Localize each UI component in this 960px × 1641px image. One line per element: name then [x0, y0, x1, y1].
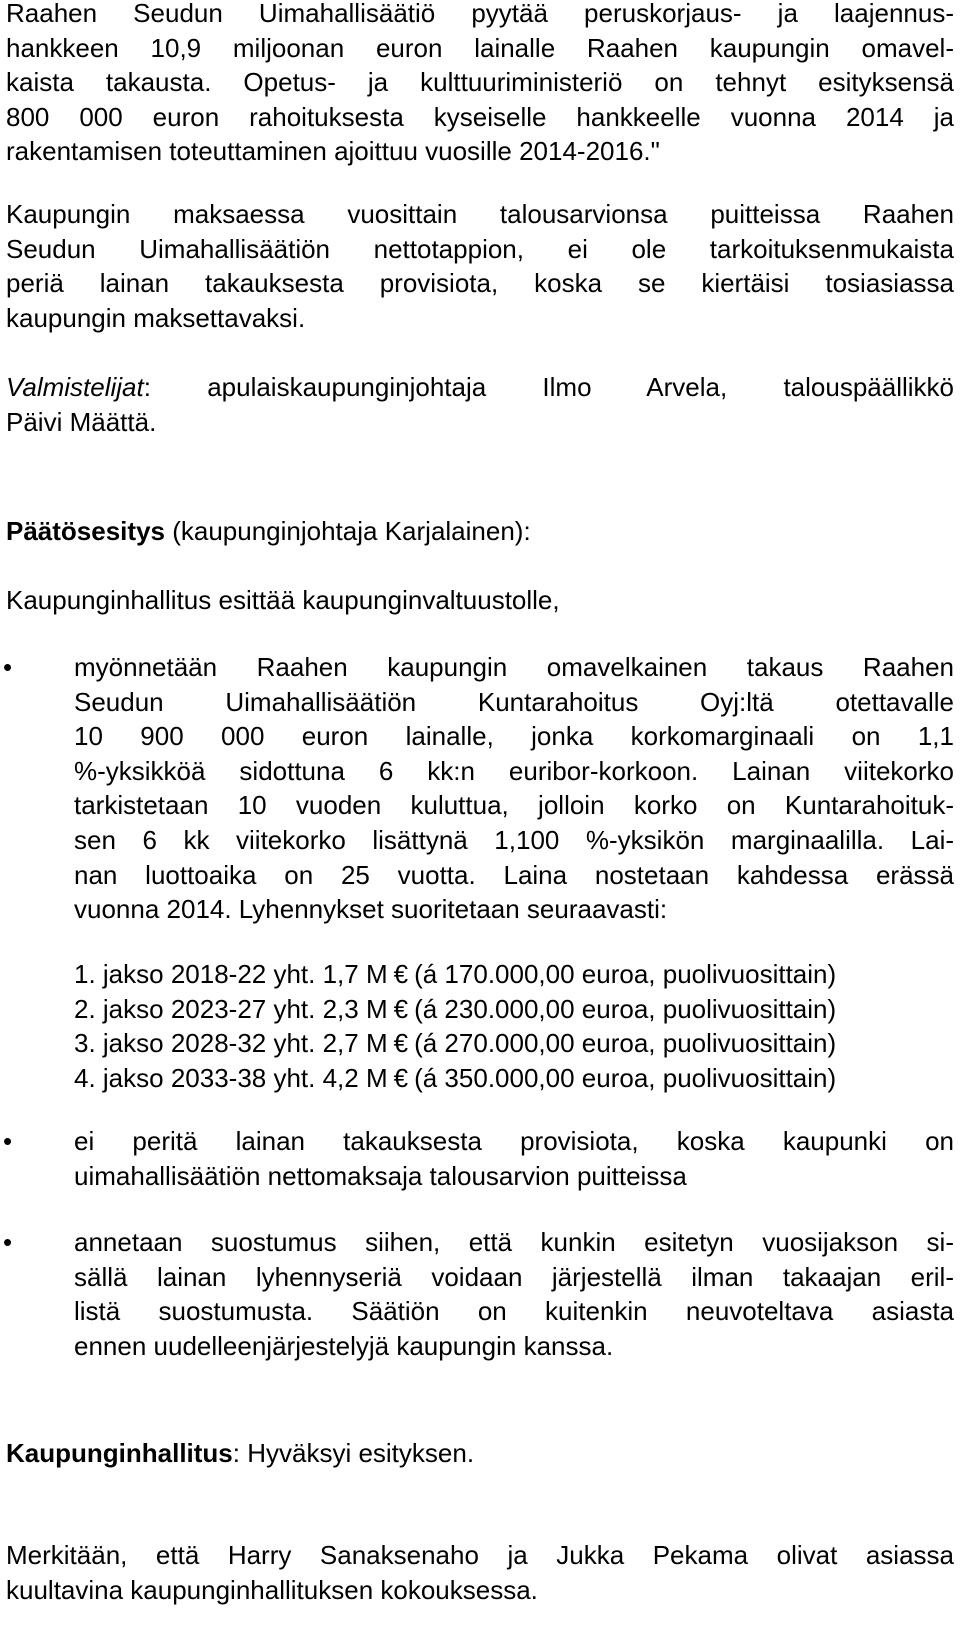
- euro-icon: €: [393, 959, 409, 989]
- finance-paragraph: [6, 197, 954, 335]
- installment-row: [74, 992, 954, 1027]
- text-line: ennen uudelleenjärjestelyjä kaupungin kanssa.: [74, 1330, 614, 1361]
- installment-detail: (á 230.000,00 euroa, puolivuosittain): [414, 993, 837, 1024]
- text-line: tarkistetaan 10 vuoden kuluttua, jolloin korko on Kuntarahoituk-: [74, 790, 954, 821]
- text-line: sen 6 kk viitekorko lisättynä 1,100 %-yksikön marginaalilla. Lai-: [74, 824, 954, 855]
- text-line: 800 000 euron rahoituksesta kyseiselle hankkeelle vuonna 2014 ja: [6, 101, 954, 132]
- installment-detail: (á 350.000,00 euroa, puolivuosittain): [414, 1062, 837, 1093]
- proposal-intro: [6, 583, 954, 618]
- proposal-label: Päätösesitys: [6, 516, 165, 546]
- text-line: 10 900 000 euron lainalle, jonka korkomarginaali on 1,1: [74, 721, 954, 752]
- preparers-label: Valmistelijat: [6, 372, 144, 402]
- installment-period: 2. jakso 2023-27 yht. 2,3 M: [74, 993, 388, 1024]
- text-line: uimahallisäätiön nettomaksaja talousarvion puitteissa: [74, 1160, 687, 1191]
- installment-detail: (á 170.000,00 euroa, puolivuosittain): [414, 959, 837, 989]
- decision-label: Kaupunginhallitus: [6, 1438, 233, 1468]
- proposal-author: (kaupunginjohtaja Karjalainen):: [164, 516, 531, 546]
- text-line: [6, 370, 954, 405]
- bullet-consent: [74, 1225, 954, 1363]
- text-line: kaupungin maksettavaksi.: [6, 302, 306, 333]
- text-line: nan luottoaika on 25 vuotta. Laina nostetaan kahdessa erässä: [74, 859, 954, 890]
- text-line: annetaan suostumus siihen, että kunkin esitetyn vuosijakson si-: [74, 1227, 954, 1257]
- text-line: Raahen Seudun Uimahallisäätiö pyytää peruskorjaus- ja laajennus-: [6, 0, 954, 28]
- text-line: Päivi Määttä.: [6, 406, 157, 437]
- text-line: myönnetään Raahen kaupungin omavelkainen takaus Raahen: [74, 652, 954, 682]
- text-line: Seudun Uimahallisäätiön nettotappion, ei ole tarkoituksenmukaista: [6, 233, 954, 264]
- bullet-icon: •: [3, 1227, 13, 1257]
- installment-row: [74, 957, 954, 992]
- decision-text: : Hyväksyi esityksen.: [232, 1438, 475, 1468]
- installments-list: [74, 957, 954, 1095]
- text-line: periä lainan takauksesta provisiota, koska se kiertäisi tosiasiassa: [6, 268, 954, 299]
- decision-paragraph: [6, 1436, 954, 1471]
- euro-icon: €: [393, 993, 409, 1024]
- text-line: Kaupungin maksaessa vuosittain talousarvionsa puitteissa Raahen: [6, 199, 954, 229]
- text-line: vuonna 2014. Lyhennykset suoritetaan seuraavasti:: [74, 894, 668, 925]
- text-line: kaista takausta. Opetus- ja kulttuuriministeriö on tehnyt esityksensä: [6, 67, 954, 98]
- installment-period: 4. jakso 2033-38 yht. 4,2 M: [74, 1062, 388, 1093]
- euro-icon: €: [393, 1062, 409, 1093]
- text-line: Merkitään, että Harry Sanaksenaho ja Jukka Pekama olivat asiassa: [6, 1540, 954, 1570]
- proposal-heading: [6, 514, 954, 549]
- installment-detail: (á 270.000,00 euroa, puolivuosittain): [414, 1028, 837, 1059]
- text-line: kuultavina kaupunginhallituksen kokouksessa.: [6, 1574, 538, 1605]
- preparers-names: : apulaiskaupunginjohtaja Ilmo Arvela, talouspäällikkö: [143, 372, 954, 402]
- text-line: ei peritä lainan takauksesta provisiota, koska kaupunki on: [74, 1126, 954, 1156]
- preparers-paragraph: [6, 370, 954, 439]
- text-line: Kaupunginhallitus esittää kaupunginvaltuustolle,: [6, 585, 560, 615]
- installment-period: 1. jakso 2018-22 yht. 1,7 M: [74, 959, 388, 989]
- installment-row: [74, 1061, 954, 1096]
- text-line: rakentamisen toteuttaminen ajoittuu vuosille 2014-2016.": [6, 136, 660, 167]
- intro-paragraph: [6, 0, 954, 169]
- bullet-guarantee: [74, 650, 954, 927]
- text-line: Seudun Uimahallisäätiön Kuntarahoitus Oyj:ltä otettavalle: [74, 686, 954, 717]
- installment-row: [74, 1026, 954, 1061]
- installment-period: 3. jakso 2028-32 yht. 2,7 M: [74, 1028, 388, 1059]
- text-line: %-yksikköä sidottuna 6 kk:n euribor-korkoon. Lainan viitekorko: [74, 755, 954, 786]
- bullet-icon: •: [3, 652, 13, 682]
- note-paragraph: [6, 1538, 954, 1607]
- text-line: listä suostumusta. Säätiön on kuitenkin neuvoteltava asiasta: [74, 1296, 954, 1327]
- text-line: sällä lainan lyhennyseriä voidaan järjestellä ilman takaajan eril-: [74, 1261, 954, 1292]
- bullet-icon: •: [3, 1126, 13, 1156]
- text-line: hankkeen 10,9 miljoonan euron lainalle Raahen kaupungin omavel-: [6, 32, 954, 63]
- bullet-no-commission: [74, 1124, 954, 1193]
- euro-icon: €: [393, 1028, 409, 1059]
